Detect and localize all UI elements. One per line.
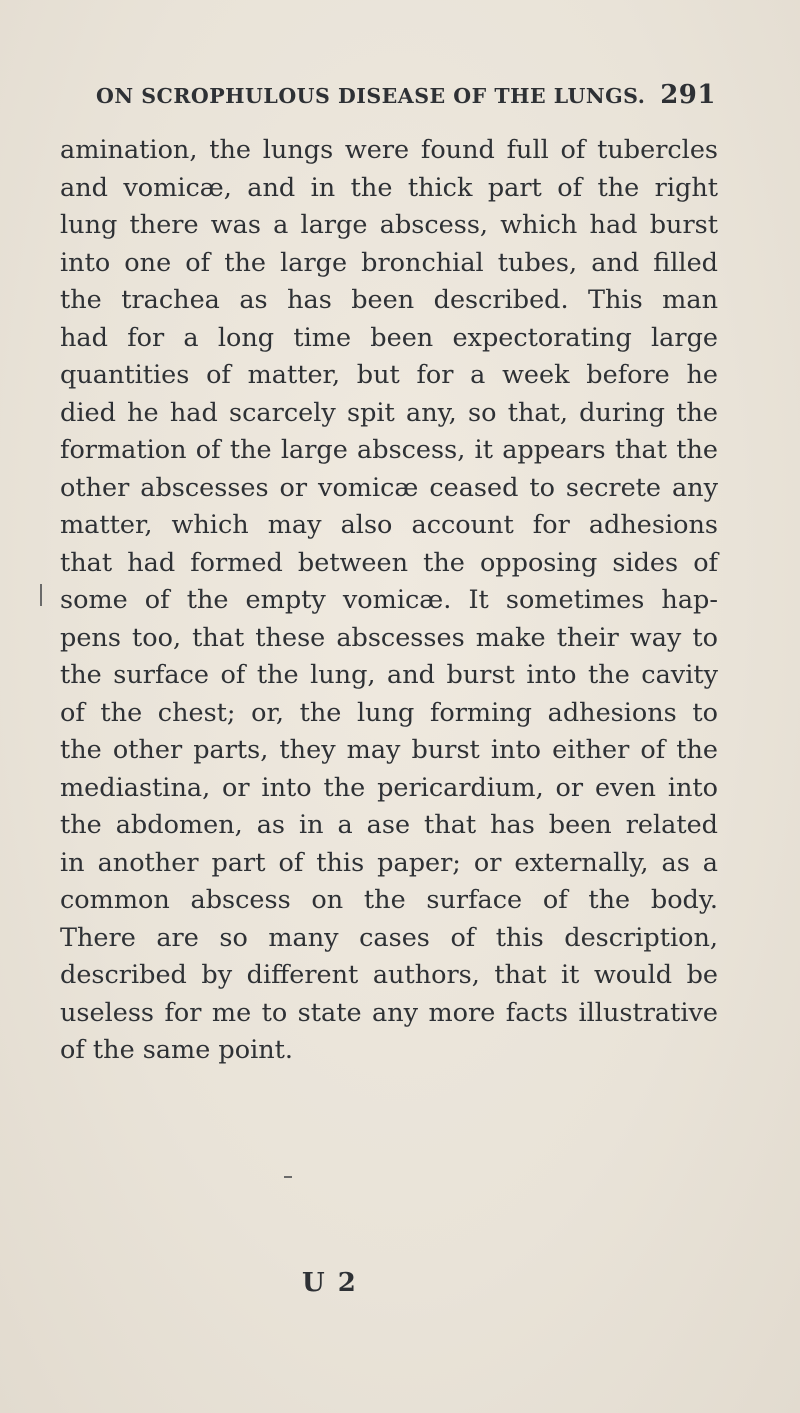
text-line: died he had scarcely spit any, so that, during the	[60, 397, 718, 428]
text-line: mediastina, or into the pericardium, or even into	[60, 772, 718, 803]
text-line: There are so many cases of this description,	[60, 922, 718, 953]
text-line: common abscess on the surface of the body.	[60, 885, 718, 915]
signature-mark: U 2	[302, 1268, 358, 1298]
text-line: in another part of this paper; or externally, as a	[60, 847, 718, 878]
text-line: pens too, that these abscesses make their way to	[60, 622, 718, 653]
text-line: had for a long time been expectorating large	[60, 322, 718, 353]
text-line: into one of the large bronchial tubes, and filled	[60, 247, 718, 278]
text-line: formation of the large abscess, it appears that the	[60, 435, 718, 465]
text-line: useless for me to state any more facts illustrative	[60, 997, 718, 1028]
dash-mark	[284, 1176, 292, 1178]
running-head	[96, 80, 716, 120]
text-line: amination, the lungs were found full of tubercles	[60, 135, 718, 165]
text-line: quantities of matter, but for a week before he	[60, 360, 718, 390]
text-line: other abscesses or vomicæ ceased to secrete any	[60, 472, 718, 503]
page-number: 291	[660, 80, 716, 110]
text-line: described by different authors, that it would be	[60, 960, 718, 990]
text-line: the trachea as has been described. This man	[60, 285, 718, 315]
text-line: lung there was a large abscess, which had burst	[60, 210, 718, 240]
text-line: the other parts, they may burst into either of the	[60, 735, 718, 765]
text-line: that had formed between the opposing sides of	[60, 547, 718, 578]
running-title: ON SCROPHULOUS DISEASE OF THE LUNGS.	[96, 84, 646, 108]
margin-mark	[40, 584, 42, 606]
text-line: matter, which may also account for adhesions	[60, 510, 718, 540]
text-line-last: of the same point.	[60, 1035, 294, 1065]
text-line: some of the empty vomicæ. It sometimes hap-	[60, 585, 718, 615]
body-paragraph	[60, 132, 718, 1070]
text-line: the surface of the lung, and burst into the cavity	[60, 660, 718, 690]
text-line: and vomicæ, and in the thick part of the right	[60, 172, 718, 203]
text-line: the abdomen, as in a ase that has been related	[60, 810, 718, 840]
text-line: of the chest; or, the lung forming adhesions to	[60, 697, 718, 728]
